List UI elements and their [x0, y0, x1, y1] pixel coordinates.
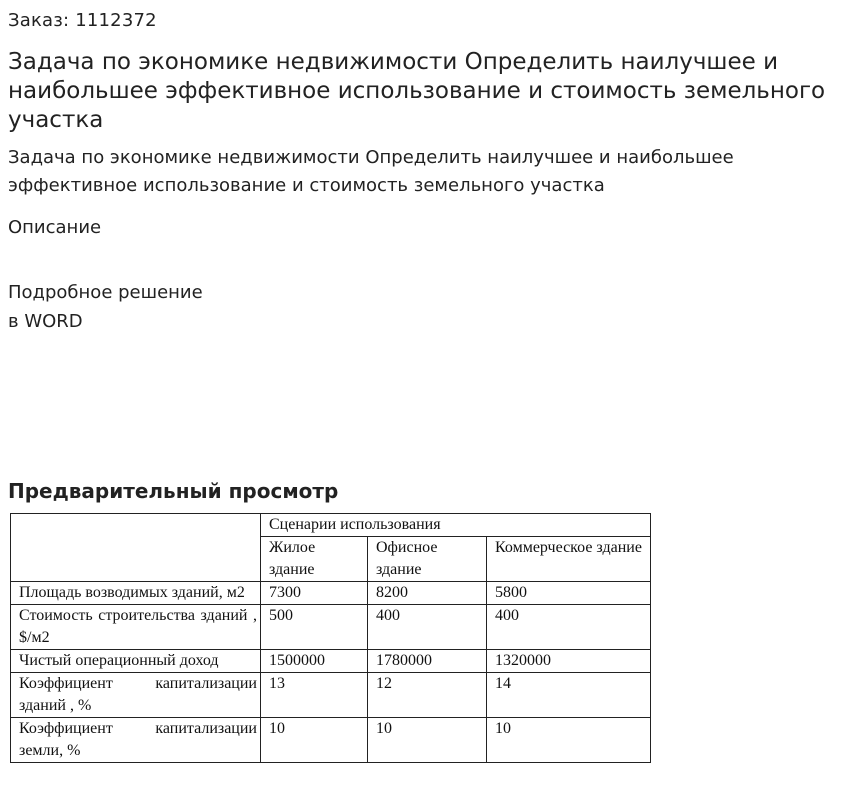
table-cell: 13: [261, 673, 368, 718]
table-cell: 12: [368, 673, 487, 718]
page-subtitle: Задача по экономике недвижимости Определить наилучшее и наибольшее эффективное использование и стоимость земельного участка: [8, 147, 734, 196]
preview-table: [10, 513, 651, 763]
order-number: Заказ: 1112372: [8, 10, 157, 31]
table-cell: 500: [261, 605, 368, 650]
page-title: Задача по экономике недвижимости Определить наилучшее и наибольшее эффективное использование и стоимость земельного участка: [8, 49, 826, 133]
table-cell: 1500000: [261, 650, 368, 673]
table-cell: 7300: [261, 582, 368, 605]
table-cell: 10: [368, 718, 487, 763]
table-cell: 10: [261, 718, 368, 763]
table-cell: 1320000: [487, 650, 651, 673]
table-row-label: Стоимость строительства зданий , $/м2: [11, 605, 261, 650]
table-column-header: Офисное здание: [368, 537, 487, 582]
table-cell: 10: [487, 718, 651, 763]
table-cell: 14: [487, 673, 651, 718]
table-column-header: Жилое здание: [261, 537, 368, 582]
table-row-label: Площадь возводимых зданий, м2: [11, 582, 261, 605]
preview-heading: Предварительный просмотр: [8, 479, 339, 503]
table-row-label: Чистый операционный доход: [11, 650, 261, 673]
table-row-label: Коэффициент капитализации земли, %: [11, 718, 261, 763]
table-row: [11, 673, 651, 718]
table-group-header: Сценарии использования: [261, 514, 651, 537]
table-row-label: Коэффициент капитализации зданий , %: [11, 673, 261, 718]
preview-document: [10, 513, 652, 776]
description-text: [8, 278, 203, 336]
description-line: Подробное решение: [8, 282, 203, 303]
table-cell: 8200: [368, 582, 487, 605]
table-header-row: [11, 514, 651, 537]
description-heading: Описание: [8, 217, 102, 238]
table-row: [11, 605, 651, 650]
table-cell: 400: [487, 605, 651, 650]
table-cell: 5800: [487, 582, 651, 605]
table-corner-cell: [11, 514, 261, 582]
description-line: в WORD: [8, 311, 83, 332]
table-row: [11, 650, 651, 673]
table-row: [11, 582, 651, 605]
table-cell: 400: [368, 605, 487, 650]
table-cell: 1780000: [368, 650, 487, 673]
table-row: [11, 718, 651, 763]
table-column-header: Коммерческое здание: [487, 537, 651, 582]
